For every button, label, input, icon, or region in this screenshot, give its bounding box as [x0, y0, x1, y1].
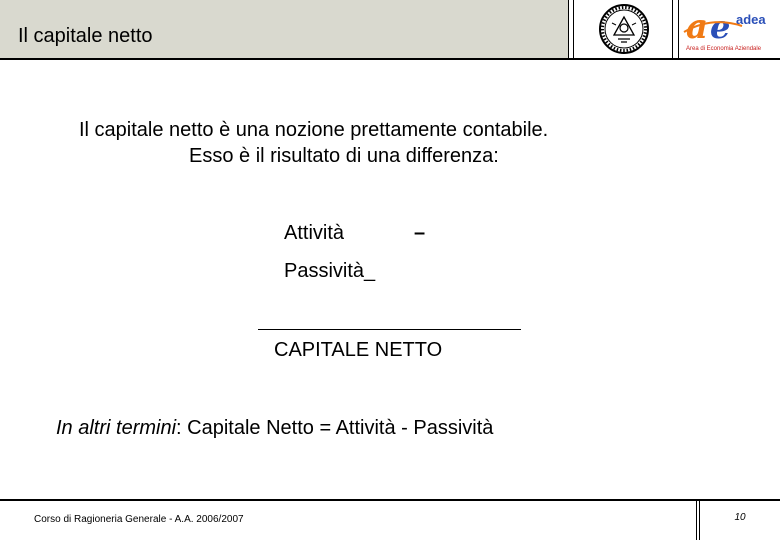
header-divider: [672, 0, 673, 58]
slide-header: [0, 0, 780, 60]
intro-line-1: Il capitale netto è una nozione prettamente contabile.: [79, 119, 549, 141]
formula-rest: : Capitale Netto = Attività - Passività: [176, 417, 494, 439]
header-rule: [0, 58, 780, 60]
header-divider: [678, 0, 679, 58]
footer-rule: [0, 499, 780, 501]
university-seal-icon: [592, 3, 656, 55]
logo-caption: Area di Economia Aziendale: [686, 46, 762, 52]
sum-line: [258, 329, 521, 330]
passivita-label: Passività_: [284, 260, 376, 282]
page-number: 10: [734, 512, 746, 523]
footer-divider: [696, 501, 697, 540]
header-divider: [573, 0, 574, 58]
title-bar: [0, 0, 568, 58]
intro-line-2: Esso è il risultato di una differenza:: [189, 145, 499, 167]
course-label: Corso di Ragioneria Generale - A.A. 2006/2007: [34, 514, 244, 525]
minus-sign: –: [414, 222, 426, 244]
header-divider: [568, 0, 569, 58]
logo-brand: adea: [736, 12, 766, 27]
formula-line: [56, 416, 493, 440]
svg-text:e: e: [710, 8, 731, 46]
slide-title: Il capitale netto: [18, 25, 153, 47]
adea-logo-icon: [682, 4, 776, 54]
svg-text:a: a: [686, 7, 709, 47]
attivita-label: Attività: [284, 222, 345, 244]
result-label: CAPITALE NETTO: [274, 339, 443, 361]
formula-italic: In altri termini: [56, 417, 177, 439]
